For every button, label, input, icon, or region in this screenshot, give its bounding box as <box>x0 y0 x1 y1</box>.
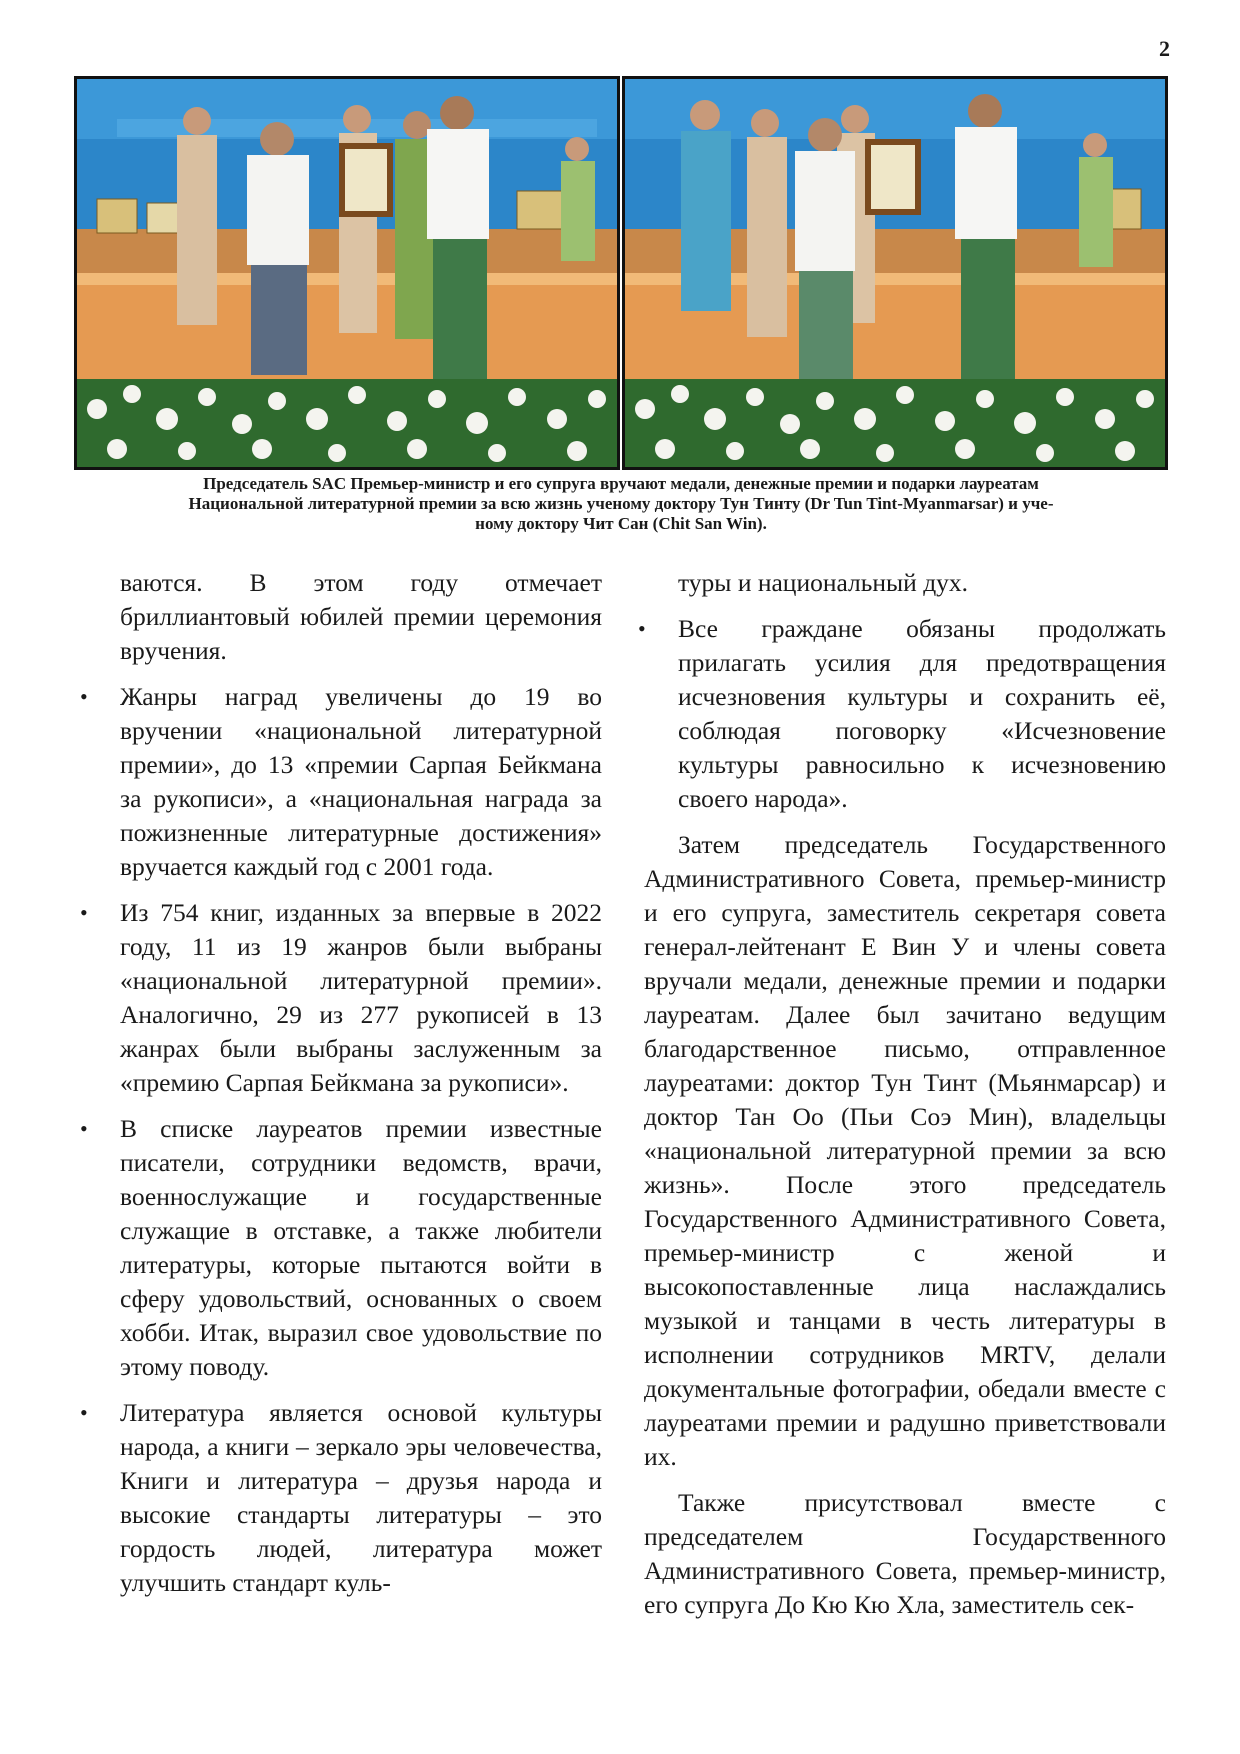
right-continuation-text: туры и национальный дух. <box>678 568 969 597</box>
caption-line-1: Председатель SAC Премьер-министр и его супруга вручают медали, денежные премии и подарки лауреатам <box>203 474 1039 493</box>
list-item: • Жанры наград увеличены до 19 во вручении «национальной литературной премии», до 13 «премии Сарпая Бейкмана за рукописи», а «национальная награда за пожизненные литературные достижения» вручается каждый год с 2001 года. <box>120 680 602 884</box>
award-ceremony-photo-right <box>622 76 1168 470</box>
caption-line-3: ному доктору Чит Сан (Chit San Win). <box>475 514 767 533</box>
award-ceremony-photo-left <box>74 76 620 470</box>
list-item: • Все граждане обязаны продолжать прилагать усилия для предотвращения исчезновения культуры и сохранить её, соблюдая поговорку «Исчезновение культуры равносильно к исчезновению своего народа». <box>678 612 1166 816</box>
list-item: • В списке лауреатов премии известные писатели, сотрудники ведомств, врачи, военнослужащие и государственные служащие в отставке, а также любители литературы, которые пытаются войти в сферу удовольствий, основанных о своем хобби. Итак, выразил свое удовольствие по этому поводу. <box>120 1112 602 1384</box>
right-paragraph-1: Затем председатель Государственного Административного Совета, премьер-министр и его супруга, заместитель секретаря совета генерал-лейтенант Е Вин У и члены совета вручали медали, денежные премии и подарки лауреатам. Далее был зачитано ведущим благодарственное письмо, отправленное лауреатами: доктор Тун Тинт (Мьянмарсар) и доктор Тан Оо (Пьи Соэ Мин), владельцы «национальной литературной премии за всю жизнь». После этого председатель Государственного Административного Совета, премьер-министр с женой и высокопоставленные лица наслаждались музыкой и танцами в честь литературы в исполнении сотрудников MRTV, делали документальные фотографии, обедали вместе с лауреатами премии и радушно приветствовали их. <box>644 830 1166 1471</box>
photo-caption <box>76 474 1166 534</box>
right-bullet-list <box>644 612 1166 816</box>
right-paragraph-2: Также присутствовал вместе с председателем Государственного Административного Совета, премьер-министр, его супруга До Кю Кю Хла, заместитель сек- <box>644 1488 1166 1619</box>
right-column <box>644 566 1166 1622</box>
list-item: • Литература является основой культуры народа, а книги – зеркало эры человечества, Книги и литература – друзья народа и высокие стандарты литературы – это гордость людей, литература может улучшить стандарт куль- <box>120 1396 602 1600</box>
left-intro-paragraph: ваются. В этом году отмечает бриллиантовый юбилей премии церемония вручения. <box>120 568 602 665</box>
page-number: 2 <box>1159 36 1170 61</box>
caption-line-2: Национальной литературной премии за всю жизнь ученому доктору Тун Тинту (Dr Tun Tint-Myanmarsar) и уче- <box>188 494 1054 513</box>
left-column <box>120 566 602 1612</box>
left-bullet-list <box>120 680 602 1600</box>
list-item: • Из 754 книг, изданных за впервые в 2022 году, 11 из 19 жанров были выбраны «национальной литературной премии». Аналогично, 29 из 277 рукописей в 13 жанрах были выбраны заслуженным за «премию Сарпая Бейкмана за рукописи». <box>120 896 602 1100</box>
